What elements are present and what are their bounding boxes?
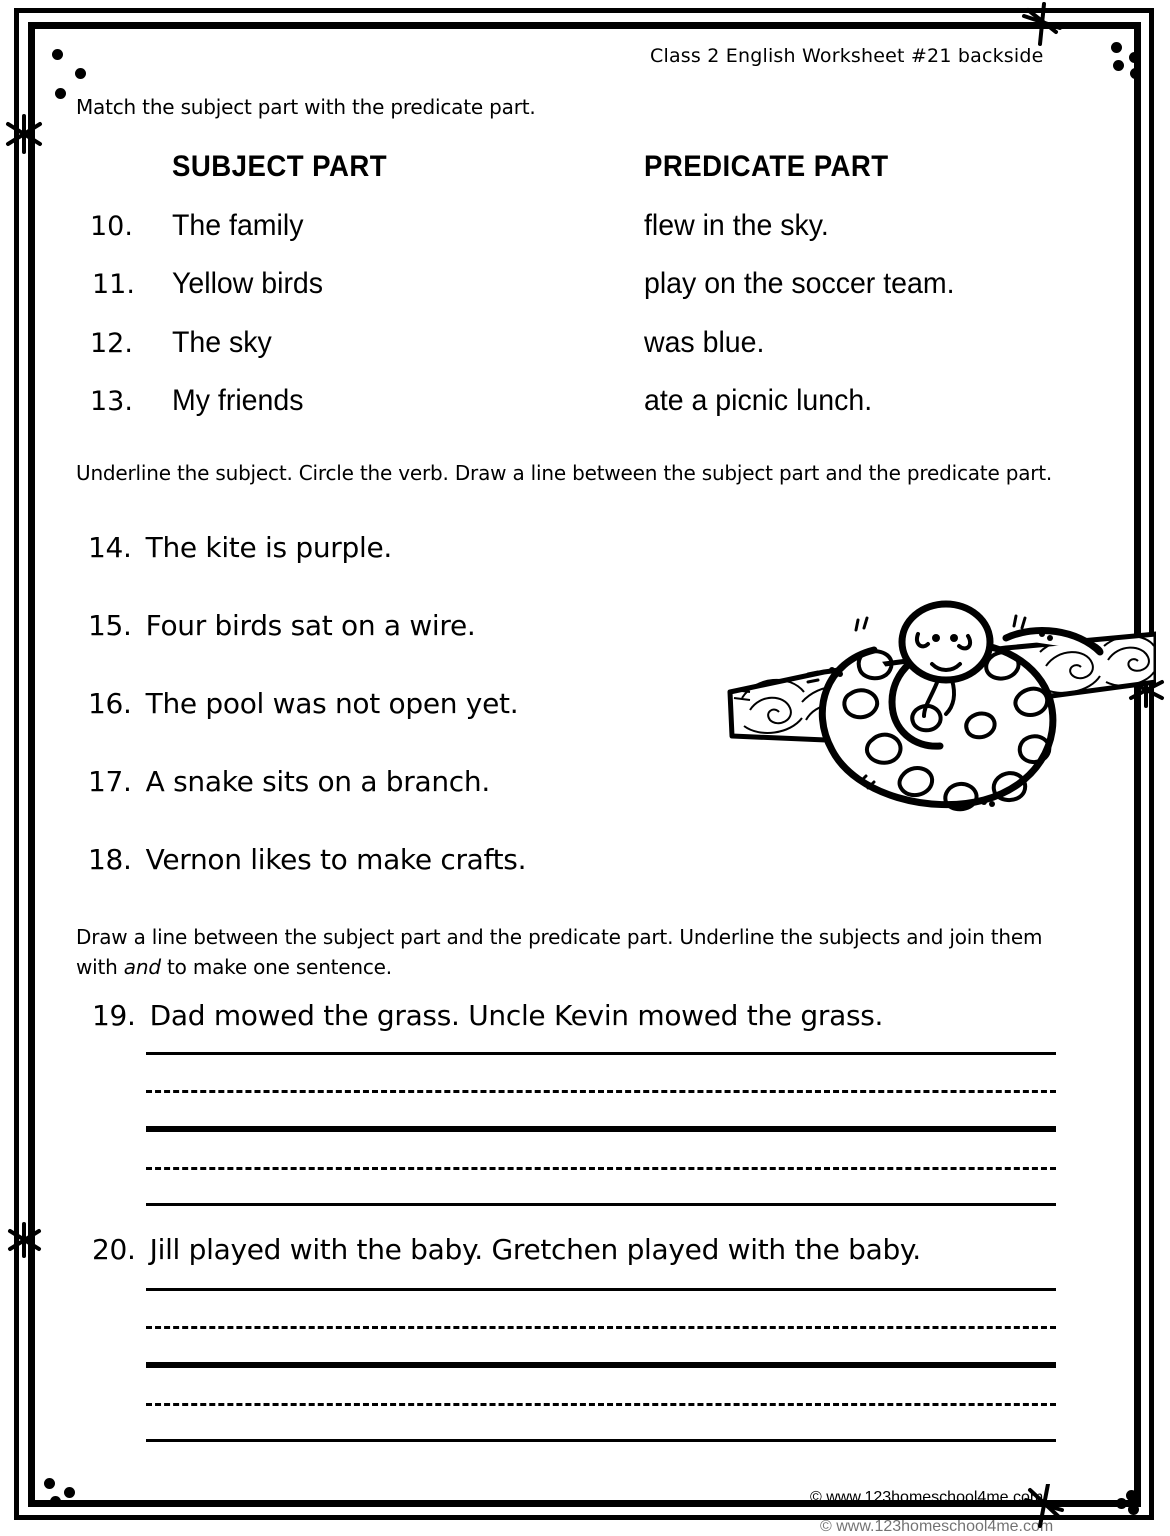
rule-top-line — [146, 1052, 1056, 1055]
writing-lines-20-set-2[interactable] — [146, 1365, 1056, 1441]
match-row-number: 11. — [92, 269, 135, 300]
snake-on-branch-illustration — [706, 590, 1156, 830]
match-row-number: 13. — [90, 386, 133, 417]
star-mark-left-upper — [2, 112, 46, 156]
rule-dashed-midline — [146, 1326, 1056, 1329]
sentence-item-19[interactable] — [92, 999, 883, 1032]
match-row-predicate[interactable]: ate a picnic lunch. — [644, 384, 873, 417]
rule-top-line — [146, 1288, 1056, 1291]
sentence-number: 17. — [88, 765, 132, 798]
sentence-item-17[interactable] — [88, 765, 490, 798]
rule-baseline — [146, 1439, 1056, 1442]
writing-lines-19-set-2[interactable] — [146, 1129, 1056, 1205]
rule-baseline — [146, 1203, 1056, 1206]
sentence-item-14[interactable] — [88, 531, 392, 564]
writing-lines-20-set-1[interactable] — [146, 1288, 1056, 1364]
match-row-subject[interactable]: Yellow birds — [172, 267, 324, 300]
sentence-item-15[interactable] — [88, 609, 476, 642]
match-row-number: 12. — [90, 328, 133, 359]
match-row-subject[interactable]: The sky — [172, 326, 272, 359]
sentence-number: 20. — [92, 1233, 136, 1266]
page-header-title: Class 2 English Worksheet #21 backside — [650, 45, 1044, 67]
sentence-item-18[interactable] — [88, 843, 526, 876]
match-row-subject[interactable]: The family — [172, 209, 304, 242]
column-header-subject: SUBJECT PART — [172, 150, 388, 183]
sentence-text: Jill played with the baby. Gretchen played with the baby. — [149, 1233, 921, 1266]
star-mark-left-lower — [2, 1218, 46, 1262]
column-header-predicate: PREDICATE PART — [644, 150, 889, 183]
sentence-number: 14. — [88, 531, 132, 564]
rule-top-line — [146, 1365, 1056, 1368]
copyright-footer: © www.123homeschool4me.com — [810, 1489, 1044, 1506]
sentence-number: 19. — [92, 999, 136, 1032]
section3-instruction-part2: to make one sentence. — [160, 955, 392, 979]
sentence-text: A snake sits on a branch. — [145, 765, 490, 798]
sentence-number: 18. — [88, 843, 132, 876]
sentence-item-16[interactable] — [88, 687, 518, 720]
section3-instruction-emphasis: and — [123, 955, 161, 979]
sentence-text: Four birds sat on a wire. — [145, 609, 476, 642]
sentence-text: Vernon likes to make crafts. — [145, 843, 527, 876]
copyright-footer-ghost: © www.123homeschool4me.com — [820, 1518, 1054, 1535]
section2-instruction: Underline the subject. Circle the verb. Draw a line between the subject part and the predicate part. — [76, 461, 1053, 485]
rule-dashed-midline — [146, 1090, 1056, 1093]
sentence-text: The kite is purple. — [145, 531, 392, 564]
star-mark-top-right — [1020, 2, 1064, 46]
match-row-predicate[interactable]: play on the soccer team. — [644, 267, 955, 300]
match-row-number: 10. — [90, 211, 133, 242]
match-row-subject[interactable]: My friends — [172, 384, 304, 417]
writing-lines-19-set-1[interactable] — [146, 1052, 1056, 1128]
match-row-predicate[interactable]: flew in the sky. — [644, 209, 829, 242]
rule-dashed-midline — [146, 1167, 1056, 1170]
rule-top-line — [146, 1129, 1056, 1132]
section3-instruction — [76, 922, 1084, 982]
sentence-item-20[interactable] — [92, 1233, 921, 1266]
rule-dashed-midline — [146, 1403, 1056, 1406]
match-row-predicate[interactable]: was blue. — [644, 326, 765, 359]
sentence-text: Dad mowed the grass. Uncle Kevin mowed the grass. — [149, 999, 884, 1032]
section1-instruction: Match the subject part with the predicate part. — [76, 95, 536, 119]
section3-instruction-part1: Draw a line between the subject part and the predicate part. Underline the subjects and join them with — [76, 925, 1043, 979]
sentence-number: 16. — [88, 687, 132, 720]
sentence-text: The pool was not open yet. — [145, 687, 519, 720]
sentence-number: 15. — [88, 609, 132, 642]
